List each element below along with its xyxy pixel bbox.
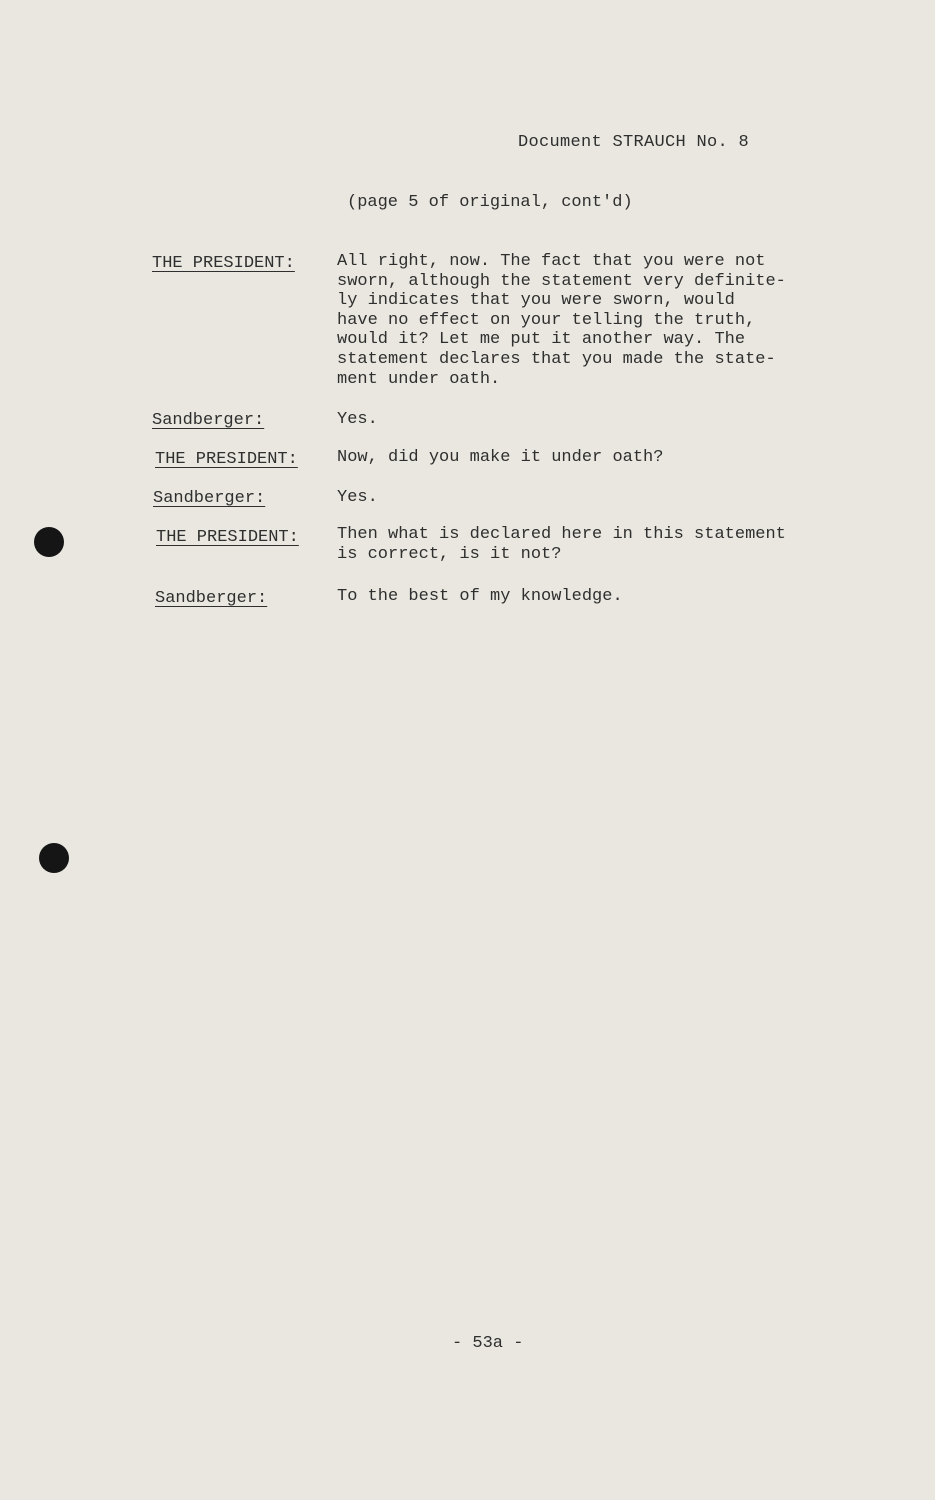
punch-hole [39, 843, 69, 873]
speech-text: All right, now. The fact that you were not sworn, although the statement very definite- ly indicates that you were sworn, would have no effect on your telling the truth, would it? Let me put it another way. The statement declares that you made the state- ment under oath. [337, 252, 786, 389]
document-id: Document STRAUCH No. 8 [518, 133, 750, 152]
speaker-label: Sandberger: [153, 489, 266, 508]
speech-text: Yes. [337, 410, 378, 429]
speech-text: Yes. [337, 488, 378, 507]
speaker-label: Sandberger: [155, 589, 268, 608]
speaker-label: Sandberger: [152, 411, 265, 430]
page-note: (page 5 of original, cont'd) [347, 193, 633, 212]
speaker-label: THE PRESIDENT: [156, 528, 299, 547]
speech-text: Then what is declared here in this statement is correct, is it not? [337, 525, 786, 564]
speech-text: Now, did you make it under oath? [337, 448, 664, 467]
speaker-label: THE PRESIDENT: [152, 254, 295, 273]
page-number: - 53a - [452, 1334, 524, 1353]
punch-hole [34, 527, 64, 557]
speaker-label: THE PRESIDENT: [155, 450, 298, 469]
speech-text: To the best of my knowledge. [337, 587, 623, 606]
